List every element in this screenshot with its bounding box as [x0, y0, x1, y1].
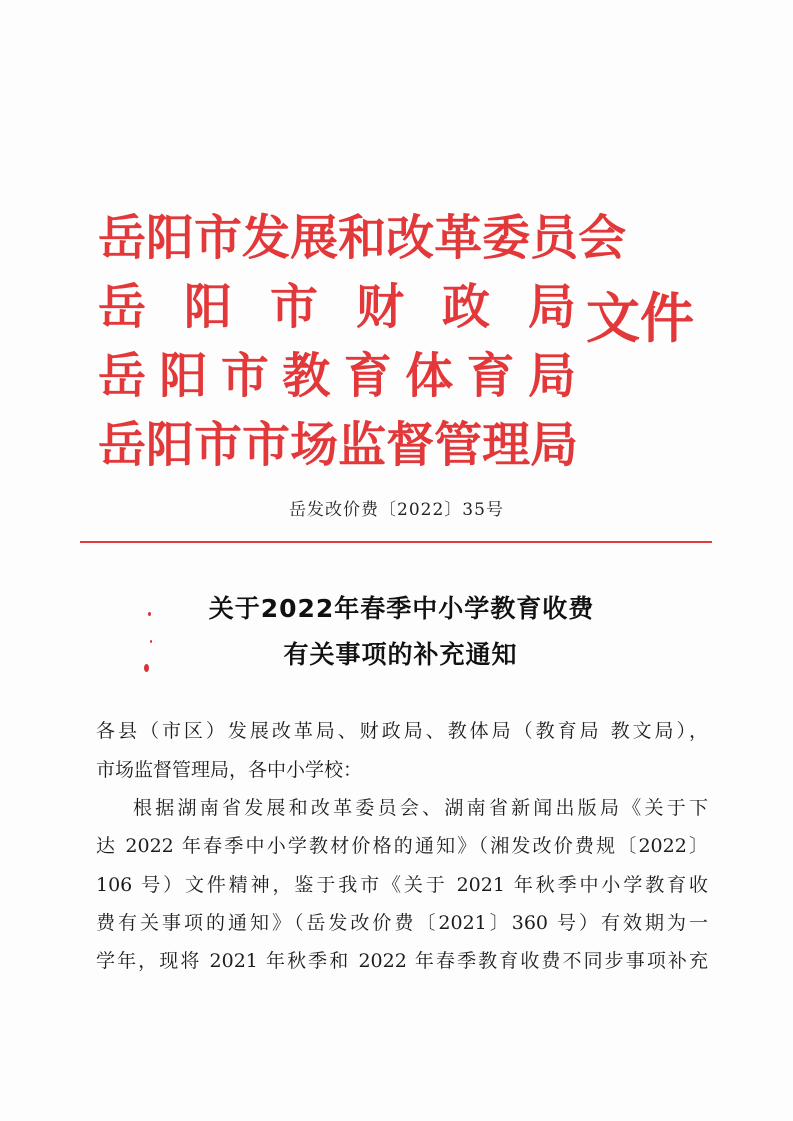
red-divider-line	[80, 541, 712, 543]
agency-name-2: 岳 阳 市 财 政 局	[98, 279, 576, 335]
body-text-line: 根据湖南省发展和改革委员会、湖南省新闻出版局《关于下	[133, 797, 708, 819]
agency-name-4: 岳 阳 市 市 场 监 督 管 理 局	[98, 417, 579, 473]
body-text-line: 106 号）文件精神，鉴于我市《关于 2021 年秋季中小学教育收	[96, 874, 708, 896]
body-text-line: 学年，现将 2021 年秋季和 2022 年春季教育收费不同步事项补充	[96, 950, 708, 972]
body-text-line: 费有关事项的通知》（岳发改价费〔2021〕360 号）有效期为一	[96, 912, 708, 934]
notice-title-line-1: 关于2022年春季中小学教育收费	[208, 594, 595, 623]
document-number: 岳发改价费〔2022〕35号	[289, 500, 504, 520]
body-text-line: 达 2022 年春季中小学教材价格的通知》（湘发改价费规〔2022〕	[96, 835, 708, 857]
agency-name-1: 岳 阳 市 发 展 和 改 革 委 员 会	[98, 210, 627, 266]
notice-title-line-2: 有关事项的补充通知	[283, 640, 518, 669]
body-text-line: 市场监督管理局，各中小学校：	[96, 759, 363, 781]
document-type-label: 文件	[586, 287, 694, 350]
body-text-line: 各县（市区）发展改革局、财政局、教体局（教育局 教文局），	[96, 720, 708, 742]
agency-name-3: 岳 阳 市 教 育 体 育 局	[98, 348, 576, 404]
